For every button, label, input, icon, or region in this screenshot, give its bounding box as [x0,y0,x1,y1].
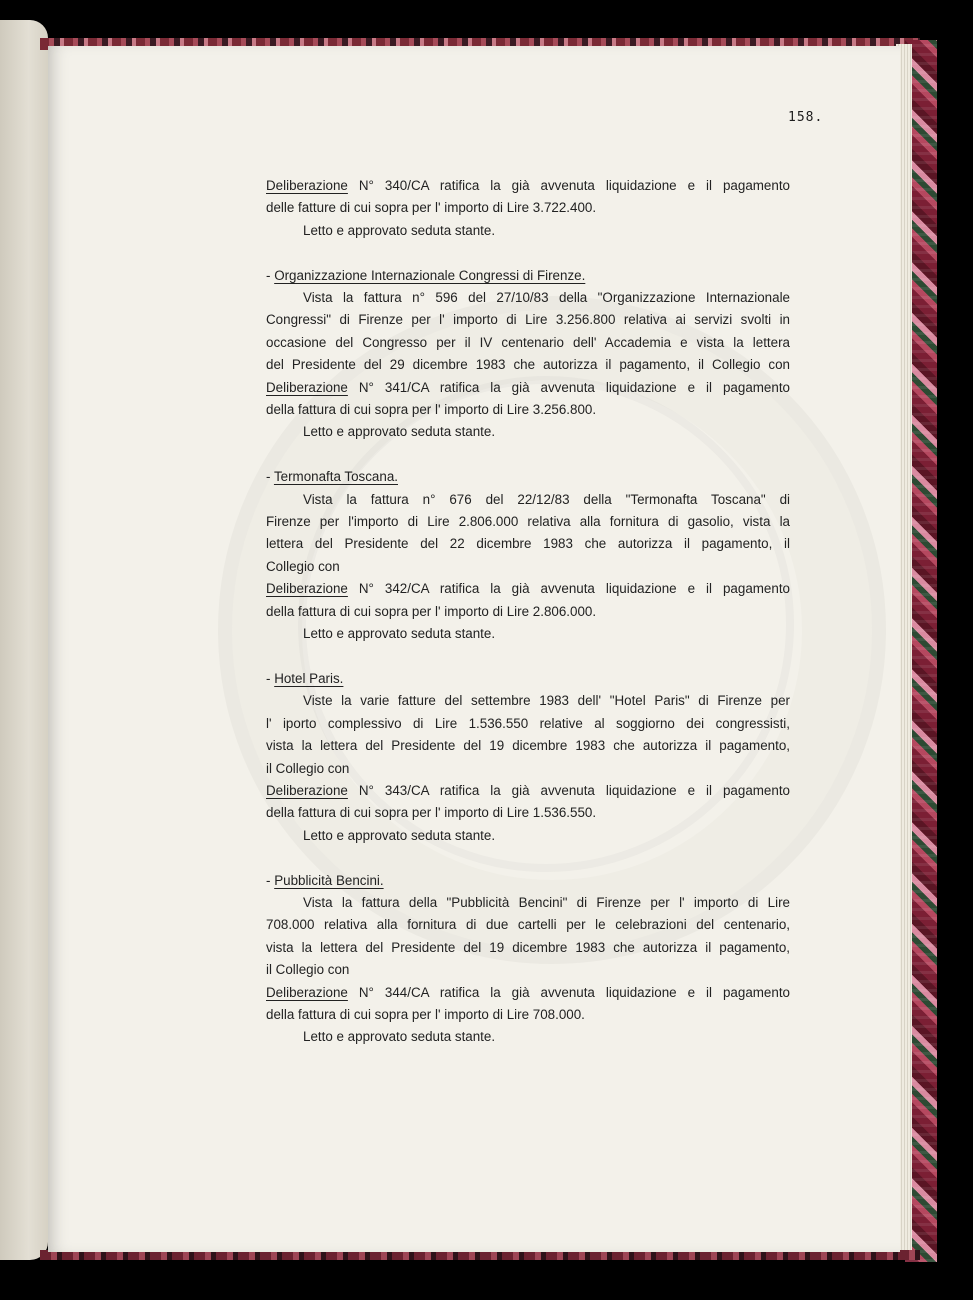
section-0 [266,175,790,242]
text-line [266,175,790,197]
text-line: Vista la fattura n° 596 del 27/10/83 della "Organizzazione Internazionale [303,290,790,306]
text-line: delle fatture di cui sopra per l' importo di Lire 3.722.400. [266,200,597,216]
section-gap [266,444,790,466]
section-1 [266,242,790,444]
deliberazione-label: Deliberazione [266,178,348,193]
text-line: Letto e approvato seduta stante. [303,626,496,642]
section-gap [266,646,790,668]
heading-dash: - [266,469,274,485]
heading-dash: - [266,872,275,888]
text-line: Firenze per l'importo di Lire 2.806.000 relativa alla fornitura di gasolio, vista la [266,514,790,530]
text-line: Vista la fattura della "Pubblicità Bencini" di Firenze per l' importo di Lire [303,894,790,910]
text-line: occasione del Congresso per il IV centenario dell' Accademia e vista la lettera [266,334,790,350]
heading-text: Hotel Paris. [274,670,344,686]
previous-page-edge [0,20,48,1260]
text-line: Letto e approvato seduta stante. [303,1029,496,1045]
text-line [266,982,790,1004]
heading-dash: - [266,670,275,686]
text-line [266,780,790,802]
document-body [266,175,790,1049]
text-line: vista la lettera del Presidente del 19 dicembre 1983 che autorizza il pagamento, [266,939,790,955]
section-3 [266,646,790,848]
document-page [48,46,900,1252]
text-line: Vista la fattura n° 676 del 22/12/83 della "Termonafta Toscana" di [303,491,790,507]
text-line: il Collegio con [266,962,350,978]
page-number: 158. [788,110,824,125]
section-4 [266,847,790,1049]
section-gap [266,242,790,264]
deliberazione-label: Deliberazione [266,984,348,1000]
line-text: N° 341/CA ratifica la già avvenuta liquidazione e il pagamento [347,379,790,395]
heading-dash: - [266,267,275,283]
deliberazione-label: Deliberazione [266,379,348,395]
text-line [266,377,790,399]
text-line: 708.000 relativa alla fornitura di due cartelli per le celebrazioni del centenario, [266,917,790,933]
text-line: Letto e approvato seduta stante. [303,827,496,843]
text-line: del Presidente del 29 dicembre 1983 che autorizza il pagamento, il Collegio con [266,357,790,373]
text-line: Letto e approvato seduta stante. [303,424,496,440]
heading-text: Pubblicità Bencini. [274,872,384,888]
section-heading [266,466,790,488]
line-text: N° 343/CA ratifica la già avvenuta liquidazione e il pagamento [347,782,790,798]
section-heading [266,265,790,287]
section-gap [266,847,790,869]
line-text: N° 342/CA ratifica la già avvenuta liquidazione e il pagamento [347,581,790,597]
text-line: Congressi" di Firenze per l' importo di Lire 3.256.800 relativa ai servizi svolti in [266,312,790,328]
section-heading [266,668,790,690]
text-line: il Collegio con [266,760,350,776]
section-heading [266,870,790,892]
deliberazione-label: Deliberazione [266,782,348,798]
text-line: Collegio con [266,558,340,574]
text-line: Viste la varie fatture del settembre 1983 dell' "Hotel Paris" di Firenze per [303,693,790,709]
line-text: N° 344/CA ratifica la già avvenuta liquidazione e il pagamento [347,984,790,1000]
text-line: vista la lettera del Presidente del 19 dicembre 1983 che autorizza il pagamento, [266,738,790,754]
text-line: della fattura di cui sopra per l' importo di Lire 3.256.800. [266,402,597,418]
deliberazione-label: Deliberazione [266,581,348,597]
text-line [266,578,790,600]
text-line: lettera del Presidente del 22 dicembre 1983 che autorizza il pagamento, il [266,536,790,552]
text-line: l' iporto complessivo di Lire 1.536.550 relative al soggiorno dei congressisti, [266,715,790,731]
heading-text: Termonafta Toscana. [273,469,398,485]
text-line: della fattura di cui sopra per l' importo di Lire 708.000. [266,1006,585,1022]
heading-text: Organizzazione Internazionale Congressi di Firenze. [274,267,586,283]
text-line: Letto e approvato seduta stante. [303,222,496,238]
line-text: N° 340/CA ratifica la già avvenuta liquidazione e il pagamento [347,178,790,193]
text-line: della fattura di cui sopra per l' importo di Lire 1.536.550. [266,805,597,821]
text-line: della fattura di cui sopra per l' importo di Lire 2.806.000. [266,603,597,619]
section-2 [266,444,790,646]
